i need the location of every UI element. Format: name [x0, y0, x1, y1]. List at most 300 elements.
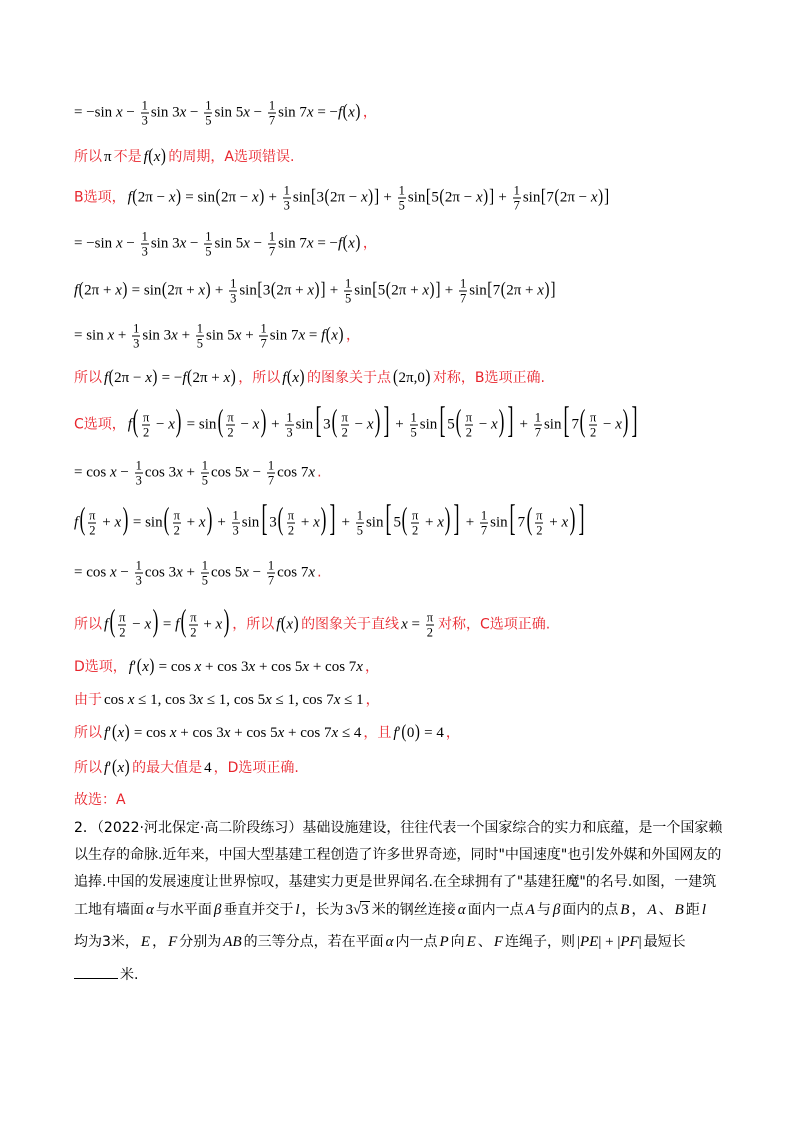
math-variable: x [223, 725, 231, 741]
math-text: + [213, 514, 230, 531]
fraction [141, 99, 149, 128]
fraction-numerator: π [426, 610, 434, 625]
text-run: 所以 [74, 370, 102, 386]
math-delimiter: ) [122, 503, 128, 538]
math-text: 2π + x [506, 282, 544, 299]
math-delimiter: ] [550, 280, 556, 301]
solution-line-8 [74, 401, 640, 442]
math-variable: β [213, 902, 222, 918]
text-run: ，且 [363, 725, 392, 741]
fraction-numerator: 1 [201, 558, 208, 573]
math-delimiter: ( [186, 367, 192, 388]
math-delimiter: ) [149, 656, 155, 677]
text-run: 对称，C选项正确. [438, 616, 551, 633]
text-run: 内一点 [395, 934, 438, 950]
math-variable: F [629, 934, 639, 950]
math-text: + [267, 416, 284, 433]
fraction-denominator: 2 [227, 425, 234, 440]
text-run: 所以 [74, 616, 102, 633]
math-text: cos 7x [277, 564, 316, 581]
text-run: ， [631, 902, 646, 918]
fraction [141, 230, 149, 259]
math-variable: A [525, 902, 535, 918]
fraction-numerator: 1 [205, 229, 212, 244]
fraction [189, 611, 197, 640]
math-variable: x [302, 659, 310, 675]
fraction-denominator: 5 [205, 244, 212, 259]
fraction [398, 184, 406, 213]
math-variable: x [491, 416, 498, 433]
math-delimiter: ) [425, 367, 431, 388]
math-variable: x [252, 416, 260, 433]
math-variable: x [109, 464, 117, 481]
fraction [201, 459, 209, 488]
solution-line-2 [74, 148, 294, 166]
math-variable: P [580, 934, 590, 950]
fraction [259, 322, 267, 351]
math-delimiter: ( [148, 146, 154, 167]
solution-line-5 [74, 277, 556, 306]
fraction [226, 411, 234, 440]
fraction-denominator: 3 [141, 244, 148, 259]
math-delimiter: ( [325, 325, 331, 346]
fraction-denominator: 5 [205, 113, 212, 128]
text-run: 故选：A [74, 792, 126, 808]
math-text: − x [350, 416, 374, 433]
math-variable: β [552, 902, 561, 918]
math-variable: f [127, 189, 132, 206]
math-variable: f [276, 616, 281, 633]
fraction-denominator: 5 [201, 573, 208, 588]
text-run: ， [345, 327, 360, 344]
math-delimiter: ] [489, 187, 495, 208]
solution-line-17 [74, 791, 126, 809]
math-text: 2π − x [114, 370, 152, 386]
text-run: ， [364, 659, 379, 675]
fraction-numerator: 1 [345, 276, 352, 291]
fraction [513, 184, 521, 213]
fraction-denominator: 2 [119, 625, 126, 640]
fraction-denominator: 7 [480, 523, 488, 538]
fraction-denominator: 7 [513, 198, 520, 213]
math-text: sin 7x = −f [278, 235, 343, 252]
math-variable: x [401, 616, 408, 633]
fraction [204, 230, 212, 259]
math-delimiter: ) [338, 325, 344, 346]
math-text: sin [419, 416, 438, 433]
answer-blank [74, 964, 118, 979]
math-delimiter: ) [368, 187, 374, 208]
fraction-numerator: 1 [205, 98, 212, 113]
solution-line-14 [74, 691, 380, 709]
math-variable: P [439, 934, 449, 950]
math-text: + [326, 282, 343, 299]
math-text: cos 3x + [144, 564, 199, 581]
math-delimiter: ( [324, 187, 330, 208]
text-run: 垂直并交于 [223, 902, 294, 918]
math-delimiter: ( [500, 280, 506, 301]
math-text [144, 149, 148, 165]
math-variable: x [243, 104, 250, 121]
math-variable: x [115, 104, 123, 121]
math-variable: x [422, 282, 429, 299]
math-delimiter: ( [580, 405, 586, 440]
text-run: . [317, 564, 322, 581]
math-delimiter: [ [385, 499, 392, 540]
solution-line-7 [74, 369, 545, 387]
math-delimiter: ] [374, 187, 380, 208]
math-delimiter: ( [401, 722, 407, 743]
fraction [173, 509, 181, 538]
math-delimiter: [ [425, 187, 431, 208]
math-text: 5 [393, 514, 401, 531]
math-delimiter: ( [286, 367, 292, 388]
math-text [142, 659, 149, 675]
math-text: sin [239, 282, 257, 299]
math-delimiter: ( [277, 503, 284, 538]
problem-line-6 [74, 964, 138, 984]
fraction-numerator: 1 [133, 321, 140, 336]
math-delimiter: ) [293, 614, 299, 635]
math-delimiter: ( [78, 280, 84, 301]
fraction-denominator: 3 [135, 573, 142, 588]
math-variable: x [313, 514, 320, 531]
fraction-denominator: 3 [133, 336, 140, 351]
math-variable: x [286, 616, 294, 633]
text-run: ，所以 [238, 370, 281, 386]
math-variable: x [179, 235, 187, 252]
math-text [295, 902, 299, 918]
fraction-numerator: 1 [232, 508, 239, 523]
math-variable: x [590, 189, 598, 206]
fraction-numerator: 1 [267, 558, 275, 573]
math-variable: x [306, 104, 314, 121]
math-delimiter: ( [161, 280, 167, 301]
math-delimiter: ) [374, 405, 381, 440]
fraction-numerator: 1 [135, 458, 142, 473]
math-text: 2π + x [167, 282, 206, 299]
math-text [467, 934, 476, 950]
math-variable: x [176, 464, 183, 481]
math-text: 3 [316, 189, 324, 206]
math-variable: f [282, 370, 287, 386]
math-text: = cos x − [74, 564, 133, 581]
text-run: 以生存的命脉.近年来，中国大型基建工程创造了许多世界奇迹，同时"中国速度"也引发外媒和外国网友的 [74, 847, 722, 863]
text-run: 米的钢丝连接 [371, 902, 456, 918]
math-variable: x [198, 282, 206, 299]
fraction-numerator: 1 [356, 508, 363, 523]
math-text [348, 235, 355, 251]
math-delimiter: ) [259, 187, 265, 208]
math-variable: x [176, 564, 183, 581]
math-delimiter: ( [270, 280, 276, 301]
math-text: − x [128, 616, 152, 633]
solution-line-12 [74, 605, 551, 640]
math-delimiter: ) [598, 187, 604, 208]
math-text: + x [98, 514, 122, 531]
text-run: . [317, 464, 322, 481]
fraction-denominator: 2 [190, 625, 197, 640]
math-variable: x [252, 189, 259, 206]
math-text [74, 514, 78, 530]
text-run: 由于 [74, 692, 102, 708]
math-text [458, 902, 466, 918]
fraction-numerator: 1 [513, 183, 520, 198]
fraction-numerator: 1 [480, 508, 488, 523]
math-variable: f [393, 725, 398, 741]
math-text: sin 7x = −f [278, 104, 343, 121]
math-variable: E [140, 934, 151, 950]
math-text: 7 [517, 514, 526, 531]
text-run: 连绳子，则 [505, 934, 575, 950]
math-text: 2π + x [84, 282, 122, 299]
fraction-numerator: 1 [141, 229, 148, 244]
math-text: sin [295, 416, 314, 433]
math-delimiter: ( [111, 757, 117, 778]
math-text: |PE| + |PF| [577, 934, 642, 950]
fraction-denominator: 2 [341, 425, 348, 440]
math-delimiter: ( [215, 187, 221, 208]
math-text: + x [421, 514, 444, 531]
math-text: sin 5x − [214, 235, 266, 252]
math-text: f′ [128, 659, 137, 675]
math-delimiter: ( [217, 405, 224, 440]
math-text: 3 [262, 282, 271, 299]
math-delimiter: [ [257, 280, 263, 301]
fraction-numerator: 1 [398, 183, 405, 198]
math-text: + x [199, 616, 223, 633]
math-variable: x [307, 282, 315, 299]
text-run: 所以 [74, 149, 102, 165]
math-variable: x [153, 149, 161, 165]
fraction-numerator: π [536, 508, 543, 523]
math-variable: f [104, 616, 109, 633]
math-delimiter: ( [393, 367, 399, 388]
math-delimiter: ) [152, 605, 158, 640]
fraction [283, 184, 291, 213]
math-text [104, 616, 108, 632]
fraction [534, 411, 542, 440]
math-variable: x [168, 189, 176, 206]
math-text [331, 327, 338, 343]
math-text: sin [543, 416, 562, 433]
math-variable: x [168, 416, 175, 433]
math-text: 2π + x [391, 282, 429, 299]
fraction-denominator: 2 [426, 625, 433, 640]
math-variable: x [169, 725, 177, 741]
math-variable: x [308, 564, 316, 581]
math-text [348, 104, 355, 120]
text-run: C选项， [74, 416, 126, 433]
fraction-numerator: 1 [196, 321, 204, 336]
math-variable: f [74, 282, 79, 299]
math-delimiter: ) [355, 102, 361, 123]
math-text: sin [292, 189, 311, 206]
fraction [88, 509, 96, 538]
fraction [341, 411, 349, 440]
solution-line-1 [74, 99, 377, 128]
fraction-denominator: 5 [410, 425, 417, 440]
fraction-numerator: π [589, 410, 597, 425]
fraction-numerator: 1 [268, 229, 276, 244]
math-text: = sin x + [74, 327, 131, 344]
text-run: ， [362, 235, 377, 252]
problem-line-2 [74, 846, 721, 864]
math-text: 7 [571, 416, 579, 433]
math-text: f′ [104, 760, 112, 776]
math-text: 7 [492, 282, 501, 299]
math-text: + [391, 416, 408, 433]
math-variable: x [145, 370, 152, 386]
math-delimiter: ( [108, 367, 114, 388]
math-text [647, 902, 656, 918]
math-text: 2π − x [329, 189, 368, 206]
text-run: 所以 [74, 725, 102, 741]
math-text: = sin [181, 189, 215, 206]
fraction-denominator: 5 [356, 523, 363, 538]
math-delimiter: ) [205, 280, 211, 301]
math-variable: x [144, 616, 152, 633]
math-text: sin [241, 514, 260, 531]
math-text: = sin [127, 282, 162, 299]
math-text: 2π + x [192, 370, 231, 386]
math-text [74, 282, 78, 298]
math-text [439, 934, 448, 950]
math-delimiter: ] [604, 187, 610, 208]
text-run: B选项， [74, 189, 126, 206]
fraction-numerator: 1 [534, 410, 541, 425]
math-delimiter: [ [487, 280, 493, 301]
text-run: 均为3米， [74, 934, 139, 950]
math-text: = 4 [420, 725, 444, 741]
math-variable: A [647, 902, 657, 918]
math-text [146, 902, 154, 918]
math-delimiter: [ [509, 499, 516, 540]
fraction-denominator: 3 [135, 473, 142, 488]
fraction [268, 230, 276, 259]
math-variable: x [196, 692, 204, 708]
math-variable: x [242, 464, 249, 481]
fraction-denominator: 7 [267, 473, 275, 488]
math-text: x = [401, 616, 424, 633]
math-variable: x [109, 564, 117, 581]
math-text: sin 3x + [142, 327, 194, 344]
math-variable: x [356, 659, 363, 675]
math-variable: x [171, 327, 178, 344]
math-text: = cos x + cos 3x + cos 5x + cos 7x [154, 659, 363, 675]
math-variable: A [223, 934, 233, 950]
math-variable: x [306, 235, 314, 252]
fraction [267, 559, 275, 588]
fraction-numerator: 1 [459, 276, 467, 291]
text-run: ， [445, 725, 460, 741]
math-text [117, 725, 124, 741]
math-text: cos 3x + [144, 464, 199, 481]
math-variable: x [366, 416, 374, 433]
text-run: 追捧.中国的发展速度让世界惊叹，基建实力更是世界闻名.在全球拥有了"基建狂魔"的名号.如图，一建筑 [74, 874, 717, 890]
math-variable: f [104, 725, 109, 741]
text-run: 所以 [74, 760, 102, 776]
math-text: sin [490, 514, 508, 531]
math-variable: E [466, 934, 476, 950]
text-run: ，D选项正确. [213, 760, 299, 776]
fraction [196, 322, 204, 351]
text-run: 的周期，A选项错误. [168, 149, 295, 165]
math-text: 2π − x [220, 189, 259, 206]
math-text: = −sin x − [74, 104, 139, 121]
math-delimiter: ) [445, 503, 451, 538]
math-delimiter: ] [435, 280, 441, 301]
problem-line-5 [74, 933, 686, 951]
math-variable: f [104, 370, 109, 386]
math-delimiter: [ [439, 401, 446, 442]
text-run: 2．（2022·河北保定·高二阶段练习）基础设施建设，往往代表一个国家综合的实力和底蕴，是一个国家赖 [74, 820, 723, 836]
math-variable: f [128, 659, 133, 675]
math-variable: B [620, 902, 630, 918]
fraction [287, 509, 295, 538]
math-variable: x [475, 189, 483, 206]
math-text: 7 [546, 189, 554, 206]
fraction [204, 99, 212, 128]
math-variable: x [561, 514, 569, 531]
math-variable: x [348, 104, 355, 121]
math-delimiter: ) [355, 233, 361, 254]
math-delimiter: ) [122, 280, 128, 301]
math-text [553, 902, 560, 918]
math-text [168, 934, 177, 950]
fraction-numerator: 1 [201, 458, 208, 473]
math-text: cos 7x [277, 464, 316, 481]
math-delimiter: ) [230, 367, 236, 388]
math-variable: P [620, 934, 630, 950]
math-text: + [337, 514, 354, 531]
math-text: + x [182, 514, 206, 531]
math-variable: x [277, 725, 285, 741]
problem-line-4 [74, 901, 706, 919]
fraction [132, 322, 140, 351]
fraction-denominator: 2 [412, 523, 419, 538]
math-variable: x [107, 327, 115, 344]
fraction-denominator: 3 [230, 291, 237, 306]
text-run: 对称，B选项正确. [432, 370, 545, 386]
text-run: ， [152, 934, 167, 950]
text-run: 的图象关于直线 [301, 616, 400, 633]
fraction-numerator: π [190, 610, 197, 625]
math-text: sin [365, 514, 384, 531]
text-run: ， [362, 104, 377, 121]
text-run: D选项， [74, 659, 127, 675]
math-text: = sin [182, 416, 217, 433]
text-run: 、 [477, 934, 492, 950]
solution-line-11 [74, 559, 322, 588]
math-delimiter: ) [223, 605, 230, 640]
solution-line-15 [74, 724, 460, 742]
math-variable: α [457, 902, 466, 918]
fraction-denominator: 3 [141, 113, 148, 128]
math-variable: l [701, 902, 706, 918]
math-variable: x [243, 235, 250, 252]
math-text: cos x ≤ 1, cos 3x ≤ 1, cos 5x ≤ 1, cos 7x ≤ 1 [104, 692, 364, 708]
fraction-numerator: 1 [260, 321, 267, 336]
math-text: sin 3x − [150, 104, 203, 121]
fraction-numerator: π [173, 508, 180, 523]
fraction [229, 277, 237, 306]
fraction [426, 611, 434, 640]
math-delimiter: ) [414, 722, 420, 743]
math-delimiter: ] [320, 280, 326, 301]
math-delimiter: ) [176, 187, 181, 208]
fraction [480, 509, 488, 538]
